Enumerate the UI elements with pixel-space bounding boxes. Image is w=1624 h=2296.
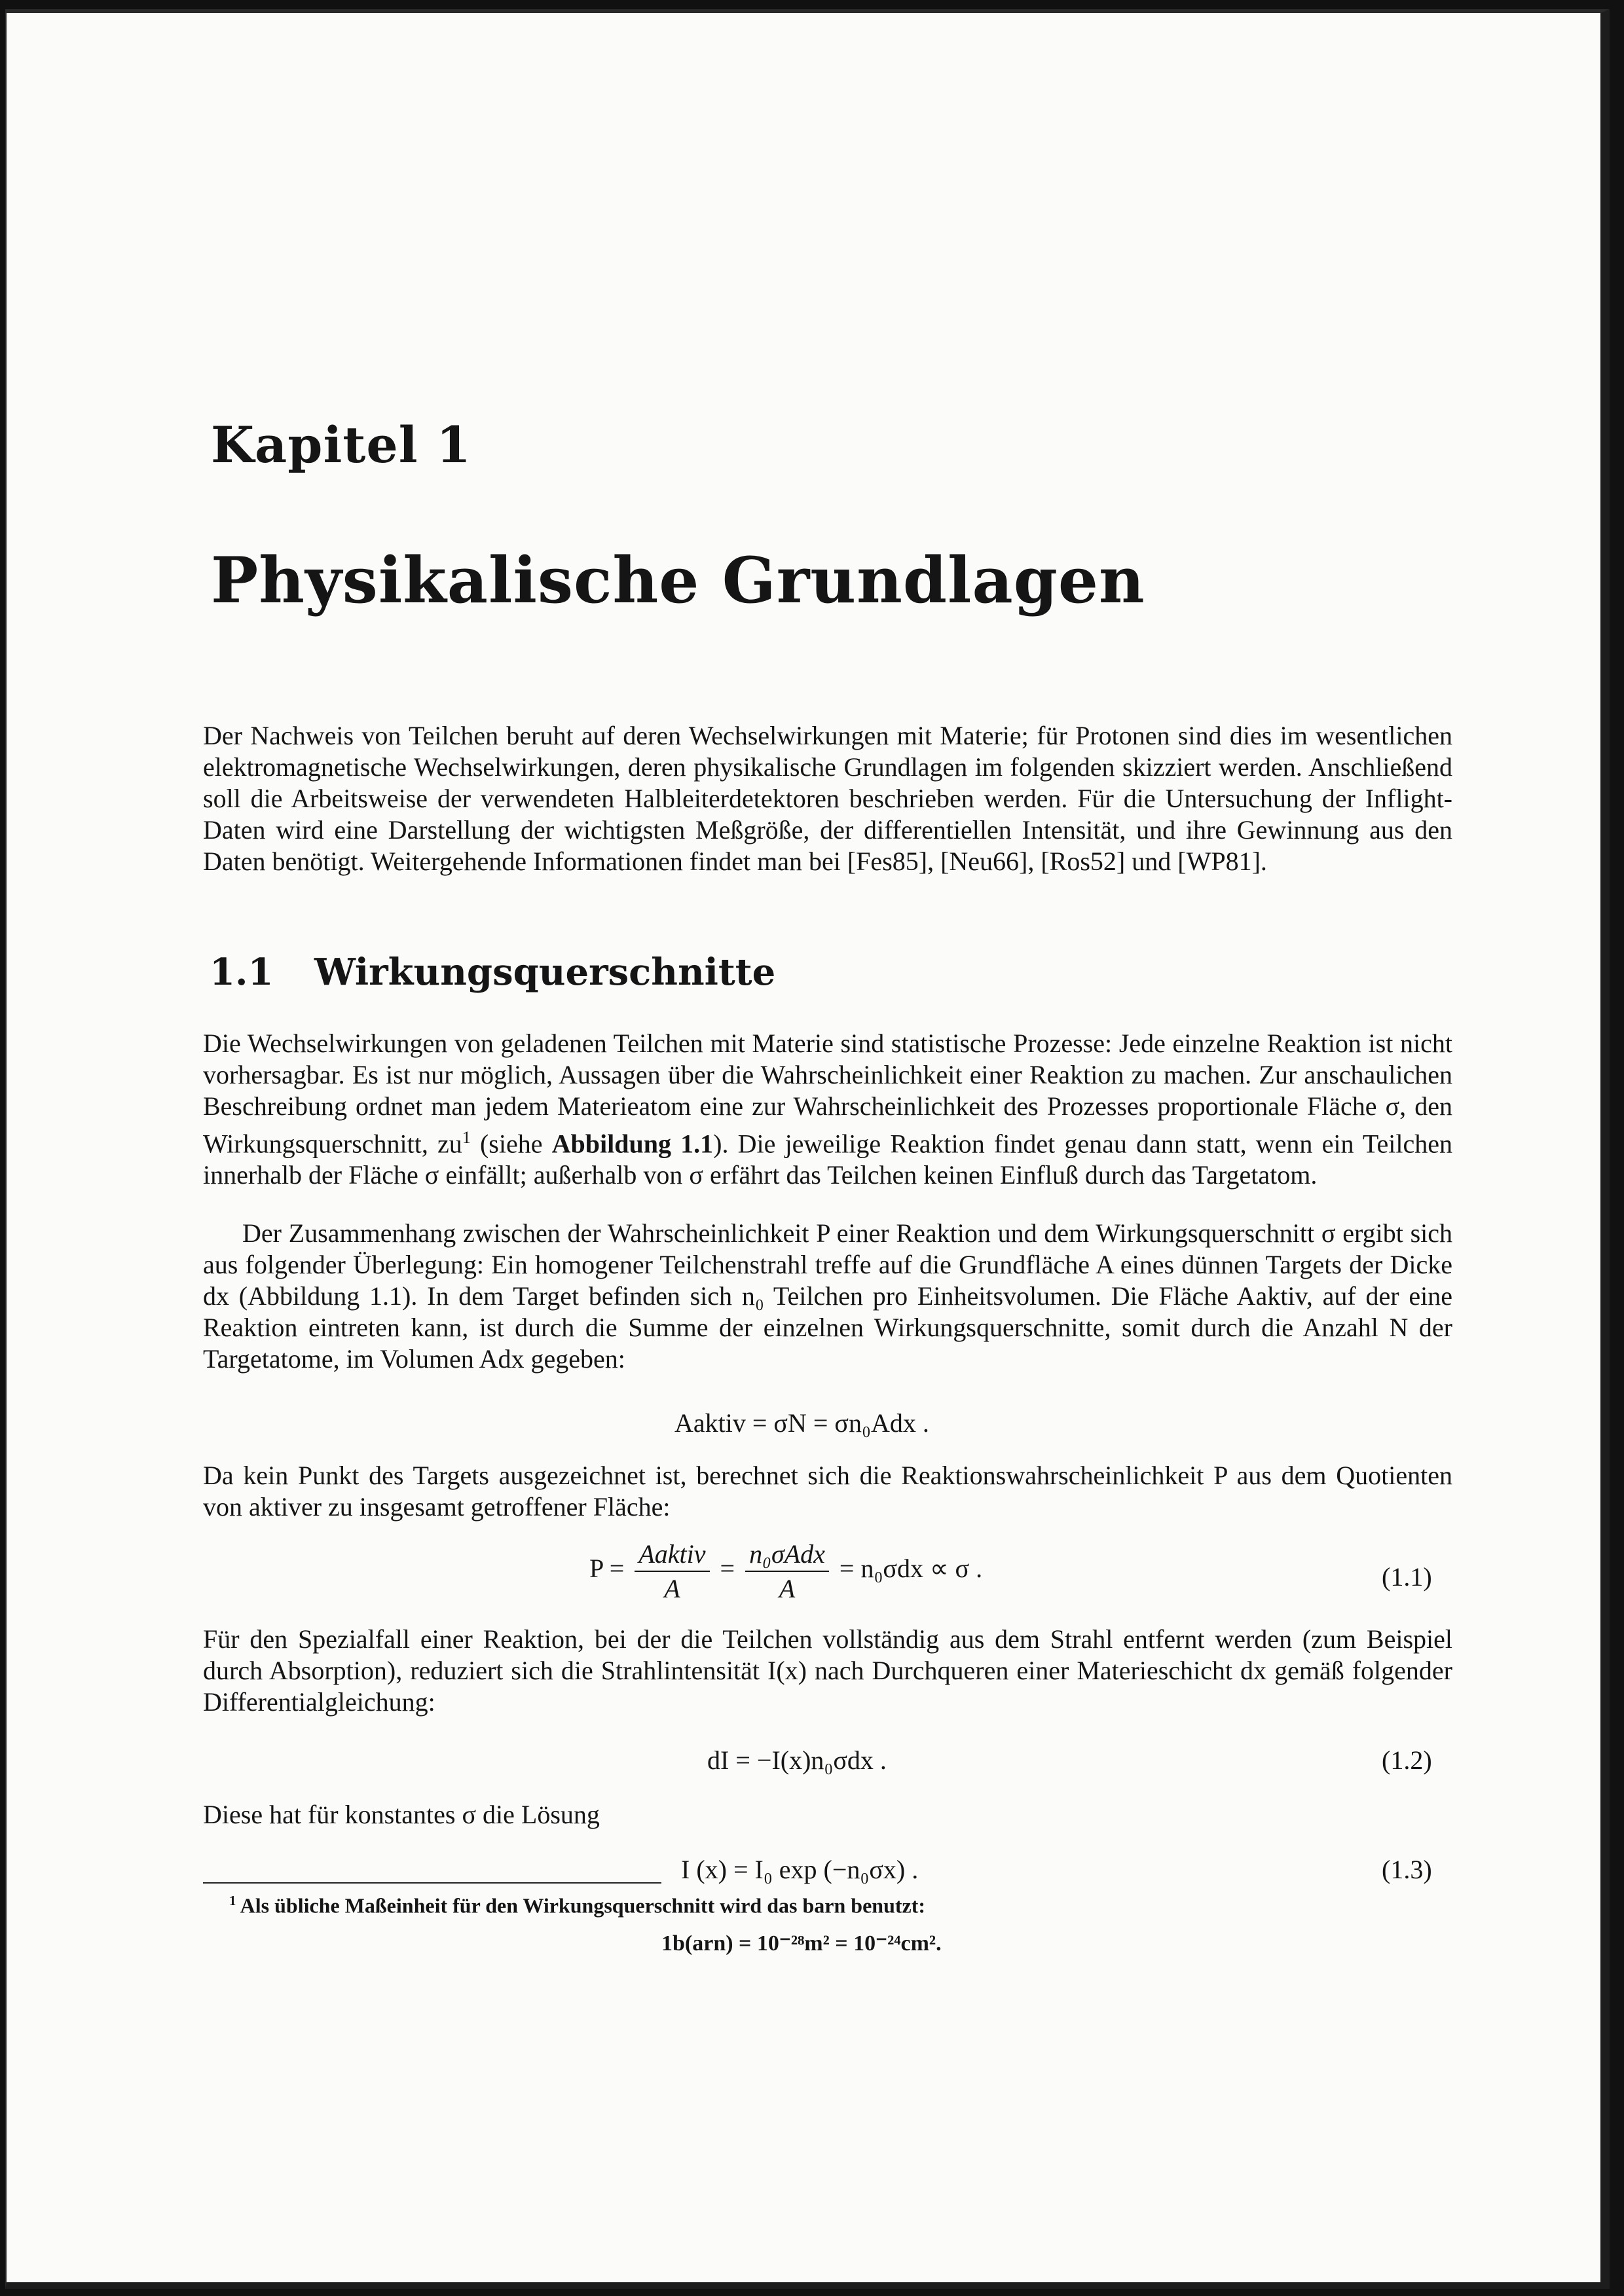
eq1-f1-denominator: A bbox=[664, 1574, 680, 1603]
section-heading bbox=[210, 951, 775, 994]
equation-number-1-1: (1.1) bbox=[1382, 1562, 1432, 1592]
eq1-f1-numerator: Aaktiv bbox=[635, 1539, 709, 1572]
equation-1-2: dI = −I(x)n₀σdx . bbox=[707, 1745, 887, 1775]
footnote-formula: 1b(arn) = 10⁻²⁸m² = 10⁻²⁴cm². bbox=[661, 1931, 942, 1956]
footnote-marker: 1 bbox=[462, 1128, 471, 1147]
footnote-text: Als übliche Maßeinheit für den Wirkungsquerschnitt wird das barn benutzt: bbox=[240, 1893, 926, 1918]
paragraph-1-text: Die Wechselwirkungen von geladenen Teilchen mit Materie sind statistische Prozesse: Jede einzelne Reaktion ist nicht vorhersagbar. Es ist nur möglich, Aussagen über die Wahrscheinlichkeit einer Reaktion zu machen. Zur anschaulichen Beschreibung ordnet man jedem Materieatom eine zur Wahrscheinlichkeit des Prozesses proportionale Fläche σ, den Wirkungsquerschnitt, zu bbox=[203, 1029, 1452, 1159]
intro-paragraph: Der Nachweis von Teilchen beruht auf deren Wechselwirkungen mit Materie; für Protonen sind dies im wesentlichen elektromagnetische Wechselwirkungen, deren physikalische Grundlagen im folgenden skizziert werden. Anschließend soll die Arbeitsweise der verwendeten Halbleiterdetektoren beschrieben werden. Für die Untersuchung der Inflight-Daten wird eine Darstellung der wichtigsten Meßgröße, der differentiellen Intensität, und ihre Gewinnung aus den Daten benötigt. Weitergehende Informationen findet man bei [Fes85], [Neu66], [Ros52] und [WP81]. bbox=[203, 721, 1452, 876]
paragraph-1-text-b: (siehe bbox=[470, 1129, 552, 1159]
paragraph-3: Da kein Punkt des Targets ausgezeichnet ist, berechnet sich die Reaktionswahrscheinlichkeit P aus dem Quotienten von aktiver zu insgesamt getroffener Fläche: bbox=[203, 1461, 1452, 1522]
paragraph-1-text-c: ). Die jeweilige Reaktion findet genau dann statt, wenn ein Teilchen innerhalb der Fläche σ einfällt; außerhalb von σ erfährt das Teilchen keinen Einfluß durch das Targetatom. bbox=[203, 1129, 1453, 1190]
eq1-fraction-1 bbox=[635, 1539, 709, 1604]
equation-number-1-3: (1.3) bbox=[1382, 1855, 1432, 1884]
equation-1-1 bbox=[589, 1539, 982, 1604]
eq1-fraction-2 bbox=[745, 1539, 829, 1604]
figure-reference: Abbildung 1.1 bbox=[551, 1129, 714, 1159]
footnote-divider bbox=[203, 1882, 661, 1884]
equation-a-aktiv: Aaktiv = σN = σn₀Adx . bbox=[674, 1408, 929, 1438]
eq1-f2-numerator: n₀σAdx bbox=[745, 1539, 829, 1572]
paragraph-5: Diese hat für konstantes σ die Lösung bbox=[203, 1800, 600, 1829]
paragraph-1 bbox=[203, 1028, 1452, 1191]
section-title: Wirkungsquerschnitte bbox=[314, 951, 776, 994]
eq1-rhs: = n₀σdx ∝ σ . bbox=[839, 1554, 983, 1584]
paragraph-4: Für den Spezialfall einer Reaktion, bei der die Teilchen vollständig aus dem Strahl entfernt werden (zum Beispiel durch Absorption), reduziert sich die Strahlintensität I(x) nach Durchqueren einer Materieschicht dx gemäß folgender Differentialgleichung: bbox=[203, 1624, 1452, 1717]
chapter-title: Physikalische Grundlagen bbox=[211, 543, 1145, 617]
footnote bbox=[229, 1893, 925, 1918]
eq1-lhs: P = bbox=[589, 1554, 625, 1584]
footnote-mark: 1 bbox=[229, 1893, 236, 1908]
equation-number-1-2: (1.2) bbox=[1382, 1745, 1432, 1775]
eq1-f2-denominator: A bbox=[779, 1574, 796, 1603]
eq1-mid: = bbox=[720, 1554, 735, 1584]
equation-1-3: I (x) = I₀ exp (−n₀σx) . bbox=[681, 1855, 919, 1884]
paragraph-2: Der Zusammenhang zwischen der Wahrscheinlichkeit P einer Reaktion und dem Wirkungsquerschnitt σ ergibt sich aus folgender Überlegung: Ein homogener Teilchenstrahl treffe auf die Grundfläche A eines dünnen Targets der Dicke dx (Abbildung 1.1). In dem Target befinden sich n₀ Teilchen pro Einheitsvolumen. Die Fläche Aaktiv, auf der eine Reaktion eintreten kann, ist durch die Summe der einzelnen Wirkungsquerschnitte, somit durch die Anzahl N der Targetatome, im Volumen Adx gegeben: bbox=[203, 1218, 1452, 1374]
section-number: 1.1 bbox=[210, 951, 274, 994]
chapter-label: Kapitel 1 bbox=[211, 416, 471, 474]
document-page bbox=[5, 9, 1610, 2289]
